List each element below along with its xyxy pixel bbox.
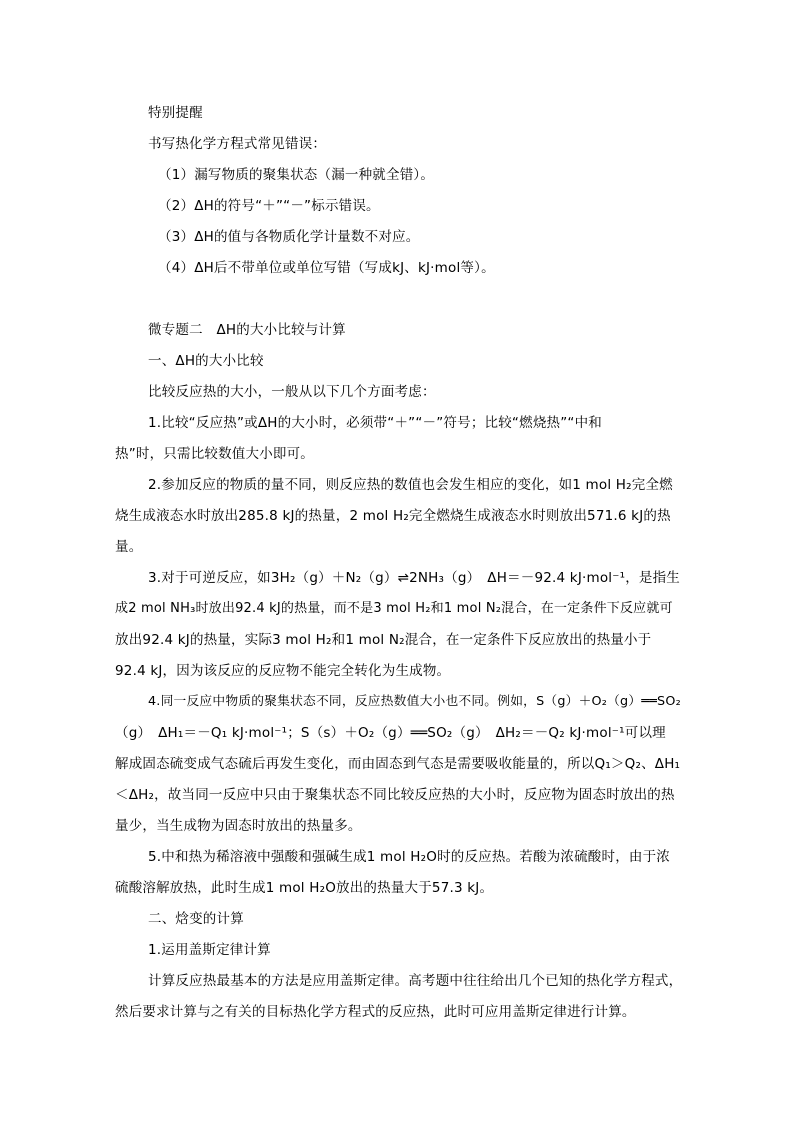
paragraph-4-line: ＜ΔH₂，故当同一反应中只由于聚集状态不同比较反应热的大小时，反应物为固态时放出的热 [115, 787, 675, 803]
part1-title: 一、ΔH的大小比较 [148, 353, 264, 369]
paragraph-6-line: 计算反应热最基本的方法是应用盖斯定律。高考题中往往给出几个已知的热化学方程式， [148, 973, 683, 989]
paragraph-6-line: 然后要求计算与之有关的目标热化学方程式的反应热，此时可应用盖斯定律进行计算。 [115, 1004, 636, 1020]
paragraph-1-line: 1.比较“反应热”或ΔH的大小时，必须带“＋”“－”符号；比较“燃烧热”“中和 [148, 415, 603, 431]
paragraph-3-line: 3.对于可逆反应，如3H₂（g）＋N₂（g）⇌2NH₃（g） ΔH＝－92.4 kJ·mol⁻¹，是指生 [148, 570, 680, 586]
paragraph-1-line: 热”时，只需比较数值大小即可。 [115, 446, 314, 462]
paragraph-2-line: 烧生成液态水时放出285.8 kJ的热量，2 mol H₂完全燃烧生成液态水时则放出571.6 kJ的热 [115, 508, 671, 524]
paragraph-4-line: 4.同一反应中物质的聚集状态不同，反应热数值大小也不同。例如，S（g）＋O₂（g）══SO₂ [148, 694, 681, 709]
part2-subtitle: 1.运用盖斯定律计算 [148, 942, 271, 958]
paragraph-4-line: 解成固态硫变成气态硫后再发生变化，而由固态到气态是需要吸收能量的，所以Q₁＞Q₂、ΔH₁ [115, 756, 681, 772]
section-title: 微专题二 ΔH的大小比较与计算 [148, 322, 346, 338]
paragraph-3-line: 92.4 kJ，因为该反应的反应物不能完全转化为生成物。 [115, 663, 451, 679]
paragraph-3-line: 成2 mol NH₃时放出92.4 kJ的热量，而不是3 mol H₂和1 mol N₂混合，在一定条件下反应就可 [115, 601, 673, 616]
paragraph-2-line: 量。 [115, 539, 143, 555]
tip-item: （3）ΔH的值与各物质化学计量数不对应。 [158, 229, 420, 245]
paragraph-4-line: （g） ΔH₁＝－Q₁ kJ·mol⁻¹；S（s）＋O₂（g）══SO₂（g） ΔH₂＝－Q₂ kJ·mol⁻¹可以理 [115, 725, 666, 741]
tip-item: （1）漏写物质的聚集状态（漏一种就全错）。 [158, 167, 435, 183]
part2-title: 二、焓变的计算 [148, 911, 244, 927]
tip-intro: 书写热化学方程式常见错误： [148, 136, 327, 152]
tip-title: 特别提醒 [148, 105, 203, 121]
paragraph-5-line: 5.中和热为稀溶液中强酸和强碱生成1 mol H₂O时的反应热。若酸为浓硫酸时，由于浓 [148, 849, 671, 865]
tip-item: （2）ΔH的符号“＋”“－”标示错误。 [158, 198, 380, 214]
tip-item: （4）ΔH后不带单位或单位写错（写成kJ、kJ·mol等）。 [158, 260, 495, 276]
part1-intro: 比较反应热的大小，一般从以下几个方面考虑： [148, 384, 436, 400]
paragraph-3-line: 放出92.4 kJ的热量，实际3 mol H₂和1 mol N₂混合，在一定条件下反应放出的热量小于 [115, 632, 652, 648]
paragraph-4-line: 量少，当生成物为固态时放出的热量多。 [115, 818, 362, 834]
paragraph-5-line: 硫酸溶解放热，此时生成1 mol H₂O放出的热量大于57.3 kJ。 [115, 880, 494, 896]
paragraph-2-line: 2.参加反应的物质的量不同，则反应热的数值也会发生相应的变化，如1 mol H₂完全燃 [148, 477, 673, 493]
